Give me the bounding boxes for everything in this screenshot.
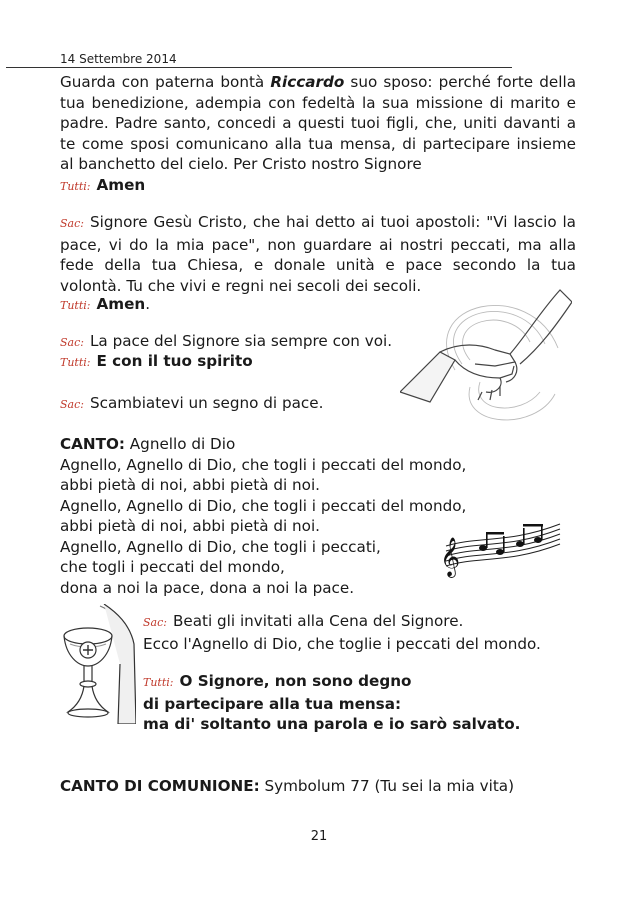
response-line-2: di partecipare alla tua mensa: xyxy=(143,694,402,713)
invitation-line-2: Ecco l'Agnello di Dio, che toglie i peccati del mondo. xyxy=(143,634,541,653)
response-line-1 xyxy=(143,671,583,694)
role-label: Sac: xyxy=(143,616,167,629)
priest-text: Scambiatevi un segno di pace. xyxy=(89,394,324,412)
header-rule xyxy=(6,67,512,68)
response-text: O Signore, non sono degno xyxy=(179,672,412,690)
prayer-paragraph xyxy=(60,72,576,175)
prayer-text-pre: Guarda con paterna bontà xyxy=(60,73,271,91)
canto-line: Agnello, Agnello di Dio, che togli i peccati del mondo, xyxy=(60,496,467,515)
invitation-block xyxy=(143,611,583,654)
canto-line: abbi pietà di noi, abbi pietà di noi. xyxy=(60,517,320,535)
canto-heading xyxy=(60,434,576,455)
role-label: Sac: xyxy=(60,336,84,349)
handshake-illustration xyxy=(400,282,572,432)
canto-label: CANTO: xyxy=(60,435,125,453)
priest-text: La pace del Signore sia sempre con voi. xyxy=(89,332,393,350)
canto-line: abbi pietà di noi, abbi pietà di noi. xyxy=(60,476,320,494)
response-text: E con il tuo spirito xyxy=(96,352,253,370)
response-line-3: ma di' soltanto una parola e io sarò salvato. xyxy=(143,715,521,733)
invitation-text: Beati gli invitati alla Cena del Signore. xyxy=(172,612,464,630)
role-label: Tutti: xyxy=(60,299,91,312)
treble-clef-icon: 𝄞 xyxy=(440,537,461,577)
canto-line: dona a noi la pace, dona a noi la pace. xyxy=(60,578,355,597)
canto-line: Agnello, Agnello di Dio, che togli i peccati, xyxy=(60,537,381,556)
prayer-text-post: suo sposo: perché forte della tua benedizione, adempia con fedeltà la sua missione di marito e padre. Padre santo, concedi a questi tuoi figli, che, uniti davanti a te come sposi comunicano alla tua mensa, di partecipare insieme al banchetto del cielo. Per Cristo nostro Signore xyxy=(60,73,576,173)
response-amen-1 xyxy=(60,175,576,198)
response-tail: . xyxy=(145,295,151,313)
response-text: Amen xyxy=(96,176,146,194)
role-label: Tutti: xyxy=(60,180,91,193)
role-label: Sac: xyxy=(60,398,84,411)
role-label: Tutti: xyxy=(143,676,174,689)
music-notes-illustration xyxy=(438,518,564,580)
communion-song xyxy=(60,776,576,797)
communion-title: Symbolum 77 (Tu sei la mia vita) xyxy=(259,777,515,795)
invitation-line-1 xyxy=(143,611,583,634)
canto-line: Agnello, Agnello di Dio, che togli i peccati del mondo, xyxy=(60,455,467,474)
role-label: Sac: xyxy=(60,217,84,230)
role-label: Tutti: xyxy=(60,356,91,369)
canto-line: che togli i peccati del mondo, xyxy=(60,558,285,576)
priest-text: Signore Gesù Cristo, che hai detto ai tuoi apostoli: "Vi lascio la pace, vi do la mia pace", non guardare ai nostri peccati, ma alla fede della tua Chiesa, e donale unità e pace secondo la tua volontà. Tu che vivi e regni nei secoli dei secoli. xyxy=(60,213,576,295)
communion-label: CANTO DI COMUNIONE: xyxy=(60,777,260,795)
response-text: Amen xyxy=(96,295,146,313)
canto-title: Agnello di Dio xyxy=(124,435,236,453)
chalice-host-illustration xyxy=(60,604,136,724)
peace-rays xyxy=(447,305,558,420)
groom-name: Riccardo xyxy=(270,73,345,91)
page-number: 21 xyxy=(310,829,328,844)
header-date: 14 Settembre 2014 xyxy=(60,52,177,66)
response-block xyxy=(143,671,583,735)
